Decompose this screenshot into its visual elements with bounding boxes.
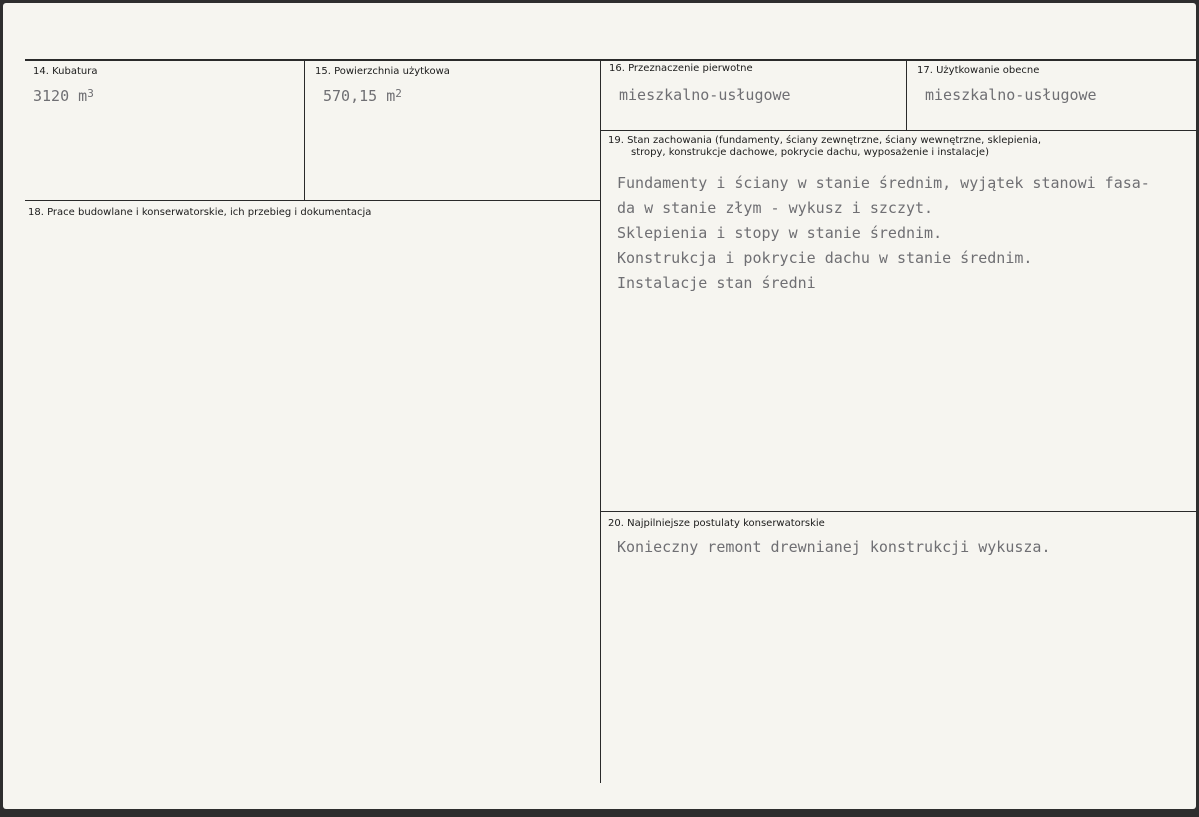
condition-line: da w stanie złym - wykusz i szczyt.	[617, 199, 934, 217]
field-20-label: 20. Najpilniejsze postulaty konserwatorskie	[608, 518, 825, 529]
field-17-label: 17. Użytkowanie obecne	[917, 65, 1040, 76]
top-rule	[25, 59, 1196, 61]
field-14-value: 3120 $m^3$	[33, 87, 94, 105]
condition-line: Instalacje stan średni	[617, 274, 816, 292]
field-20-value: Konieczny remont drewnianej konstrukcji wykusza.	[617, 538, 1051, 556]
field-15-label: 15. Powierzchnia użytkowa	[315, 66, 450, 77]
record-card	[3, 3, 1196, 809]
rule-below-16-17	[601, 130, 1196, 131]
condition-line: Konstrukcja i pokrycie dachu w stanie średnim.	[617, 249, 1033, 267]
center-divider	[600, 61, 601, 783]
field-15-value: 570,15 $m^2$	[323, 87, 402, 105]
field-19-text	[617, 171, 1150, 296]
rule-below-19	[601, 511, 1196, 512]
field-14-label: 14. Kubatura	[33, 66, 98, 77]
field-16-label: 16. Przeznaczenie pierwotne	[609, 63, 753, 74]
divider-14-15	[304, 61, 305, 201]
field-16-value: mieszkalno-usługowe	[619, 86, 791, 104]
divider-16-17	[906, 61, 907, 131]
condition-line: Fundamenty i ściany w stanie średnim, wyjątek stanowi fasa-	[617, 174, 1150, 192]
condition-line: Sklepienia i stopy w stanie średnim.	[617, 224, 943, 242]
field-17-value: mieszkalno-usługowe	[925, 86, 1097, 104]
field-18-label: 18. Prace budowlane i konserwatorskie, ich przebieg i dokumentacja	[28, 207, 372, 218]
field-19-label-line1: 19. Stan zachowania (fundamenty, ściany zewnętrzne, ściany wewnętrzne, sklepienia,	[608, 135, 1042, 146]
field-19-label-line2: stropy, konstrukcje dachowe, pokrycie dachu, wyposażenie i instalacje)	[631, 147, 989, 158]
rule-below-14-15	[25, 200, 601, 201]
